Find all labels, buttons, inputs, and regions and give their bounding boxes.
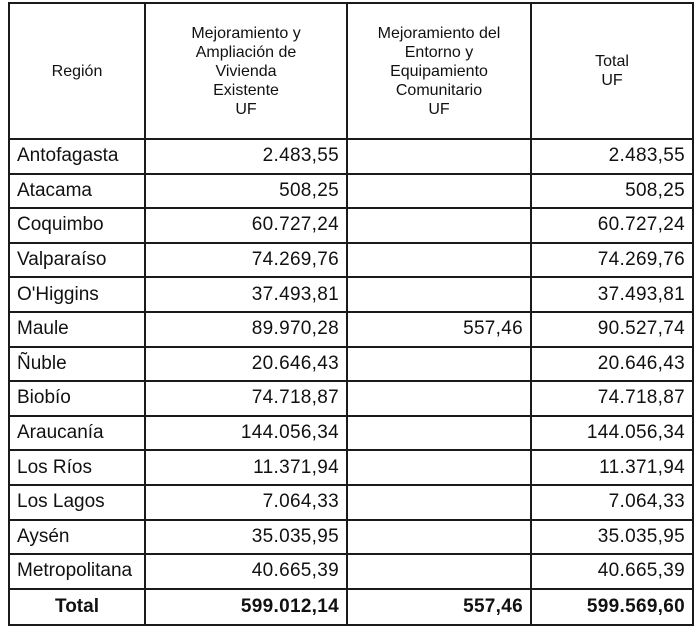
total-cell: 20.646,43 xyxy=(531,347,693,382)
entorno-cell xyxy=(347,554,531,589)
header-region xyxy=(9,3,145,139)
total-cell: 40.665,39 xyxy=(531,554,693,589)
table-row xyxy=(9,554,693,589)
table-row xyxy=(9,381,693,416)
region-cell: Atacama xyxy=(9,174,145,209)
entorno-cell xyxy=(347,208,531,243)
entorno-cell: 557,46 xyxy=(347,312,531,347)
table-row xyxy=(9,174,693,209)
totals-row xyxy=(9,589,693,625)
total-cell: 74.269,76 xyxy=(531,243,693,278)
header-mejoramiento-line-3: Vivienda xyxy=(215,62,277,80)
entorno-cell xyxy=(347,243,531,278)
table-row xyxy=(9,347,693,382)
mejoramiento-cell: 37.493,81 xyxy=(145,277,347,312)
mejoramiento-cell: 74.718,87 xyxy=(145,381,347,416)
totals-total: 599.569,60 xyxy=(531,589,693,625)
totals-mejoramiento: 599.012,14 xyxy=(145,589,347,625)
region-cell: Biobío xyxy=(9,381,145,416)
entorno-cell xyxy=(347,139,531,174)
region-cell: Maule xyxy=(9,312,145,347)
total-cell: 90.527,74 xyxy=(531,312,693,347)
entorno-cell xyxy=(347,450,531,485)
header-entorno-line-3: Equipamiento xyxy=(390,62,488,80)
total-cell: 7.064,33 xyxy=(531,485,693,520)
uf-by-region-table xyxy=(8,2,694,626)
header-total-line-1: Total xyxy=(595,53,629,70)
region-cell: Valparaíso xyxy=(9,243,145,278)
header-mejoramiento-line-2: Ampliación de xyxy=(195,43,297,61)
total-cell: 144.056,34 xyxy=(531,416,693,451)
total-cell: 2.483,55 xyxy=(531,139,693,174)
entorno-cell xyxy=(347,174,531,209)
header-mejoramiento-unit: UF xyxy=(235,100,257,118)
region-cell: Aysén xyxy=(9,520,145,555)
total-cell: 60.727,24 xyxy=(531,208,693,243)
table-body xyxy=(9,139,693,589)
region-cell: Antofagasta xyxy=(9,139,145,174)
region-cell: Metropolitana xyxy=(9,554,145,589)
region-cell: Ñuble xyxy=(9,347,145,382)
header-entorno xyxy=(347,3,531,139)
mejoramiento-cell: 20.646,43 xyxy=(145,347,347,382)
total-cell: 35.035,95 xyxy=(531,520,693,555)
entorno-cell xyxy=(347,485,531,520)
header-mejoramiento xyxy=(145,3,347,139)
table-row xyxy=(9,450,693,485)
total-cell: 508,25 xyxy=(531,174,693,209)
totals-label: Total xyxy=(9,589,145,625)
header-entorno-line-1: Mejoramiento del xyxy=(377,24,501,42)
table-row xyxy=(9,243,693,278)
entorno-cell xyxy=(347,381,531,416)
total-cell: 37.493,81 xyxy=(531,277,693,312)
region-cell: O'Higgins xyxy=(9,277,145,312)
header-mejoramiento-line-1: Mejoramiento y xyxy=(191,24,301,42)
header-mejoramiento-line-4: Existente xyxy=(213,81,279,99)
total-cell: 11.371,94 xyxy=(531,450,693,485)
header-total-unit: UF xyxy=(601,72,623,89)
mejoramiento-cell: 2.483,55 xyxy=(145,139,347,174)
table-row xyxy=(9,485,693,520)
header-region-label: Región xyxy=(51,62,103,80)
region-cell: Los Lagos xyxy=(9,485,145,520)
table-row xyxy=(9,416,693,451)
table-row xyxy=(9,208,693,243)
mejoramiento-cell: 60.727,24 xyxy=(145,208,347,243)
mejoramiento-cell: 40.665,39 xyxy=(145,554,347,589)
region-cell: Coquimbo xyxy=(9,208,145,243)
header-entorno-unit: UF xyxy=(428,100,450,118)
header-entorno-line-4: Comunitario xyxy=(395,81,483,99)
region-cell: Araucanía xyxy=(9,416,145,451)
entorno-cell xyxy=(347,277,531,312)
totals-entorno: 557,46 xyxy=(347,589,531,625)
total-cell: 74.718,87 xyxy=(531,381,693,416)
table-row xyxy=(9,277,693,312)
header-entorno-line-2: Entorno y xyxy=(404,43,474,61)
table-row xyxy=(9,139,693,174)
header-total xyxy=(531,3,693,139)
table-row xyxy=(9,520,693,555)
entorno-cell xyxy=(347,347,531,382)
mejoramiento-cell: 89.970,28 xyxy=(145,312,347,347)
mejoramiento-cell: 11.371,94 xyxy=(145,450,347,485)
mejoramiento-cell: 35.035,95 xyxy=(145,520,347,555)
mejoramiento-cell: 508,25 xyxy=(145,174,347,209)
mejoramiento-cell: 144.056,34 xyxy=(145,416,347,451)
table-row xyxy=(9,312,693,347)
entorno-cell xyxy=(347,416,531,451)
mejoramiento-cell: 74.269,76 xyxy=(145,243,347,278)
region-cell: Los Ríos xyxy=(9,450,145,485)
header-row xyxy=(9,3,693,139)
mejoramiento-cell: 7.064,33 xyxy=(145,485,347,520)
entorno-cell xyxy=(347,520,531,555)
